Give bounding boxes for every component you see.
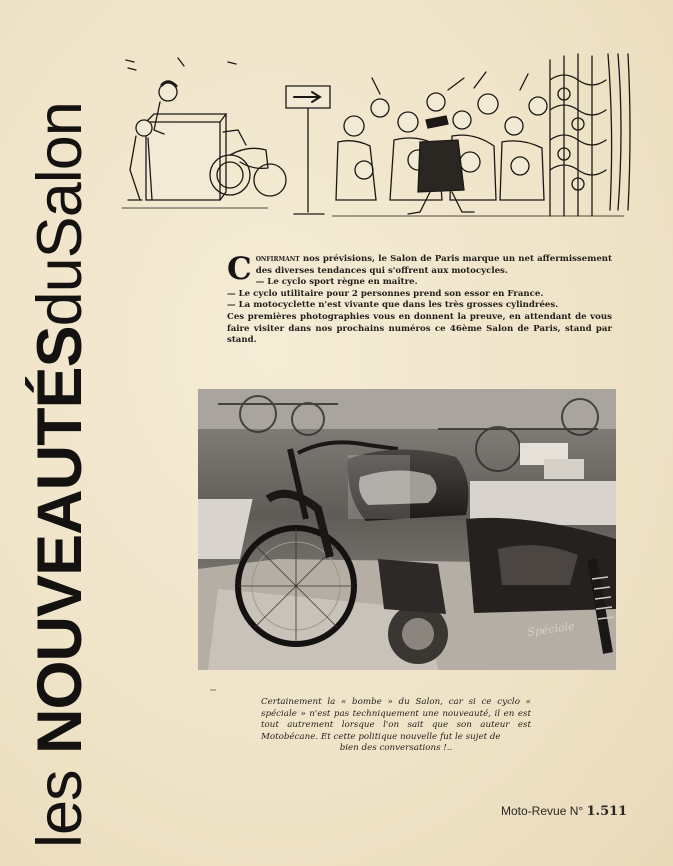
- issue-number: 1.511: [586, 804, 628, 819]
- photo-image: [198, 389, 616, 670]
- vertical-title: [10, 48, 120, 848]
- intro-item: — Le cyclo utilitaire pour 2 personnes prend son essor en France.: [227, 288, 544, 299]
- cartoon-illustration: [118, 50, 638, 222]
- fairing-script: Spéciale: [526, 619, 576, 639]
- caption-text: Certainement la « bombe » du Salon, car si ce cyclo « spéciale » n'est pas techniquement une nouveauté, il en est tout autrement lorsque l'on sait que son auteur est Motobécane. Et cette politique nouvelle fut le sujet de: [261, 697, 531, 742]
- intro-item: — Le cyclo sport règne en maître.: [255, 277, 418, 288]
- title-caps: NOUVEAUTÉS: [25, 326, 95, 754]
- photo-caption: [261, 697, 531, 755]
- intro-closing: Ces premières photographies vous en donnent la preuve, en attendant de vous faire visiter dans nos prochains numéros ce 46ème Salon de Paris, stand par stand.: [227, 311, 612, 346]
- intro-item: — La motocyclette n'est vivante que dans les très grosses cylindrées.: [227, 300, 559, 311]
- intro-text: [219, 251, 612, 347]
- caption-last-line: bien des conversations !..: [339, 743, 453, 754]
- title-lower-1: les: [25, 753, 95, 848]
- intro-lead-text: nos prévisions, le Salon de Paris marque un net affermissement des diverses tendances qui s'offrent aux motocycles.: [255, 254, 612, 276]
- print-smudge: [210, 689, 216, 691]
- motorcycle-photo: [198, 389, 616, 670]
- magazine-name: Moto-Revue N°: [501, 804, 584, 818]
- title-lower-2: duSalon: [25, 102, 95, 327]
- intro-lead-word: onfirmant: [255, 254, 300, 264]
- page-footer: [501, 804, 627, 819]
- drop-cap: C: [227, 251, 252, 287]
- intro-lead: [219, 254, 612, 277]
